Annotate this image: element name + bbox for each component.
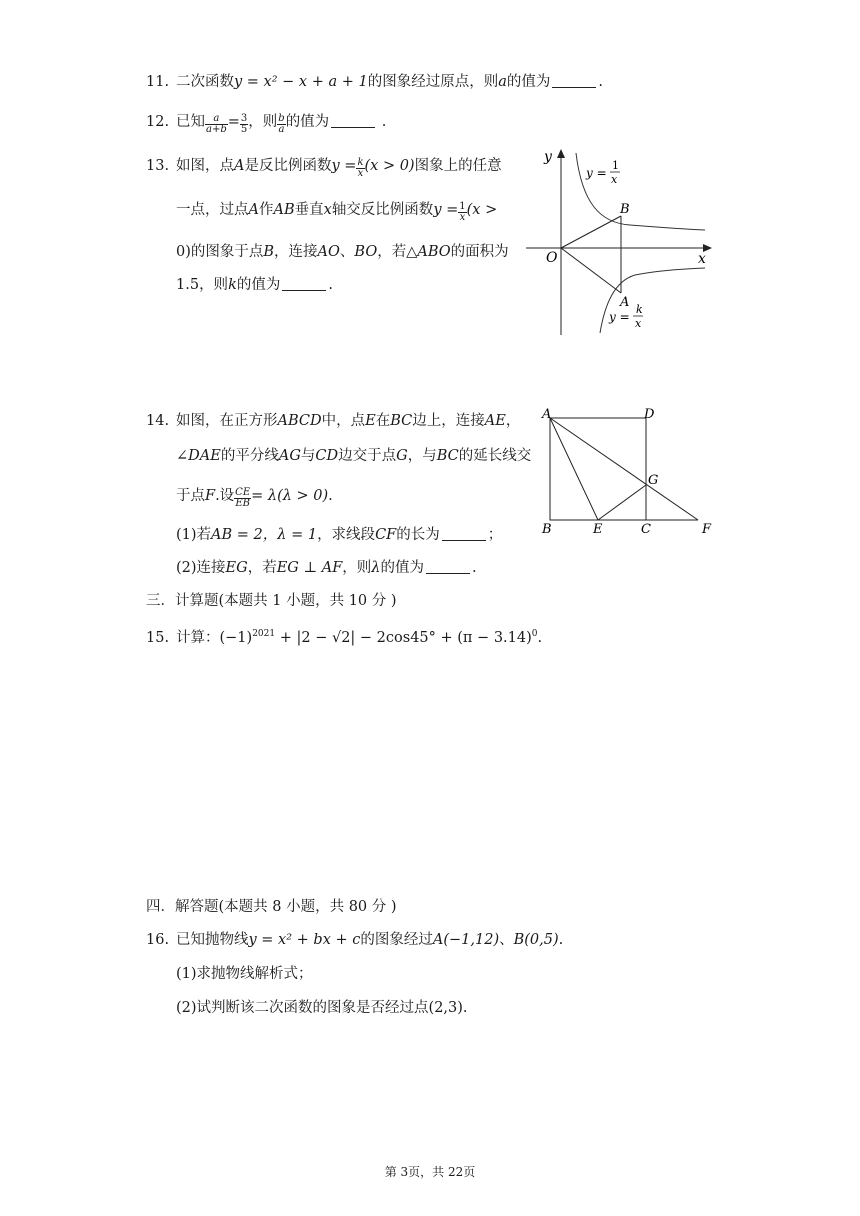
question-12: 12. 已知 $\frac{a}{a+b}$ = $\frac{3}{5}$ ，则 $\frac{b}{a}$ 的值为 .: [146, 113, 387, 135]
question-16-part-2: (2)试判断该二次函数的图象是否经过点(2,3).: [176, 1000, 468, 1016]
segment-AE: [550, 418, 598, 520]
segment-EG: [598, 485, 646, 520]
fraction: $\frac{3}{5}$: [240, 113, 248, 135]
question-14-part-2: (2)连接EG，若EG ⊥ AF，则λ的值为 .: [176, 560, 477, 576]
point-B-label: B: [620, 202, 630, 217]
question-number: 11.: [146, 74, 170, 90]
question-number: 14.: [146, 413, 170, 429]
point-G-label: G: [648, 473, 659, 488]
fraction: $\frac{CE}{EB}$: [235, 487, 251, 509]
section-4-heading: 四．解答题(本题共 8 小题，共 80 分 ): [146, 899, 397, 915]
question-number: 13.: [146, 158, 170, 174]
curve-label-top: y =: [586, 166, 607, 180]
point-E-label: E: [593, 522, 603, 537]
answer-blank[interactable]: [426, 559, 470, 574]
y-axis-label: y: [544, 149, 552, 165]
curve-label-bottom: y =: [609, 310, 630, 324]
svg-text:k: k: [636, 303, 643, 316]
svg-text:1: 1: [612, 159, 619, 172]
y-axis-arrow: [557, 149, 565, 158]
answer-blank[interactable]: [552, 73, 596, 88]
point-F-label: F: [702, 522, 712, 537]
question-number: 12.: [146, 114, 170, 130]
point-D-label: D: [644, 407, 655, 422]
question-15: 15. 计算：$(-1)^{2021} + |2 - √2| - 2\cos 45^\circ + (\pi - 3.14)^0$.: [146, 629, 543, 646]
segment-AF: [550, 418, 698, 520]
question-number: 15.: [146, 630, 170, 646]
question-number: 16.: [146, 932, 170, 948]
fraction: $\frac{1}{x}$: [459, 201, 466, 223]
curve-y-1-over-x: [576, 153, 705, 230]
point-A-label: A: [620, 295, 630, 310]
svg-text:x: x: [611, 173, 618, 186]
fraction: $\frac{b}{a}$: [278, 113, 285, 135]
figure-14-square-diagram: [538, 404, 718, 538]
question-11: 11. 二次函数y = x² − x + a + 1的图象经过原点，则a的值为 .: [146, 74, 603, 90]
segment-OA: [561, 248, 621, 293]
answer-blank[interactable]: [282, 276, 326, 291]
point-B-label: B: [542, 522, 552, 537]
figure-13-hyperbola-graph: [520, 143, 720, 339]
origin-label: O: [546, 250, 558, 266]
page-footer: 第 3页，共 22页: [384, 1165, 476, 1179]
question-16-part-1: (1)求抛物线解析式；: [176, 966, 313, 982]
exam-page: 11. 二次函数y = x² − x + a + 1的图象经过原点，则a的值为 . 12. 已知 $\frac{a}{a+b}$ = $\frac{3}{5}$ ，则 $\frac{b}{a}$ 的值为 . 13. 如图，点A是反比例函数y = $\frac{k}{x}$ (x > 0)图象上的任意 一点，过点A作AB垂直x轴交反比例函数y = $\frac{1}{x}$ (x > 0)的图象于点B，连接AO、BO，若△ABO的面积为 1.5，则k的值为 . y x O B A y = 1 x y = k x 14. 如图，在正方形ABCD中，点E在BC边上，连接AE， ∠DAE的平分线AG与CD边交于点G，与BC的延长线交 于点F.设 $\frac{CE}{EB}$ = λ(λ > 0). (1)若AB = 2，λ = 1，求线段CF的长为 ； (2)连接EG，若EG ⊥ AF，则λ的值为 . A D G B E C F 三．计算题(本题共 1 小题，共 10 分 ) 15. 计算：$(-1)^{2021} + |2 - √2| - 2\cos 45^\circ + (\pi - 3.14)^0$. 四．解答题(本题共 8 小题，共 80 分 ) 16. 已知抛物线y = x² + bx + c的图象经过A(−1,12)、B(0,5). (1)求抛物线解析式； (2)试判断该二次函数的图象是否经过点(2,3). 第 3页，共 22页: [0, 0, 860, 1216]
fraction: $\frac{a}{a+b}$: [206, 113, 227, 135]
svg-text:x: x: [635, 317, 642, 330]
point-A-label: A: [542, 407, 552, 422]
answer-blank[interactable]: [331, 113, 375, 128]
square-ABCD: [550, 418, 646, 520]
answer-blank[interactable]: [442, 526, 486, 541]
x-axis-label: x: [698, 251, 706, 267]
point-C-label: C: [641, 522, 651, 537]
question-14-part-1: (1)若AB = 2，λ = 1，求线段CF的长为 ；: [176, 527, 503, 543]
segment-OB: [561, 216, 621, 248]
fraction: $\frac{k}{x}$: [357, 157, 364, 179]
section-3-heading: 三．计算题(本题共 1 小题，共 10 分 ): [146, 593, 397, 609]
